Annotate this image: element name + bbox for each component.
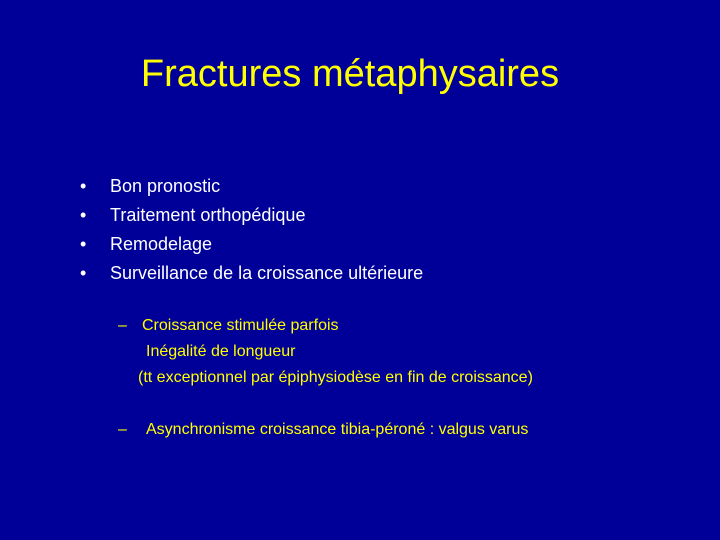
bullet-text: Bon pronostic xyxy=(110,176,221,196)
bullet-list xyxy=(80,172,423,288)
dash-icon: – xyxy=(118,317,127,334)
bullet-dot-icon: • xyxy=(80,263,87,283)
sub-item-line: (tt exceptionnel par épiphysiodèse en fin de croissance) xyxy=(138,369,533,386)
bullet-item xyxy=(80,259,423,288)
bullet-item xyxy=(80,172,423,201)
sub-item-line: Croissance stimulée parfois xyxy=(142,317,339,334)
bullet-dot-icon: • xyxy=(80,205,87,225)
bullet-text: Surveillance de la croissance ultérieure xyxy=(110,263,424,283)
bullet-dot-icon: • xyxy=(80,176,87,196)
bullet-item xyxy=(80,230,423,259)
sub-item-line: Inégalité de longueur xyxy=(146,343,296,360)
bullet-dot-icon: • xyxy=(80,234,87,254)
bullet-text: Traitement orthopédique xyxy=(110,205,306,225)
bullet-text: Remodelage xyxy=(110,234,213,254)
sub-item-line: Asynchronisme croissance tibia-péroné : valgus varus xyxy=(146,421,529,438)
dash-icon: – xyxy=(118,421,127,438)
bullet-item xyxy=(80,201,423,230)
slide-title: Fractures métaphysaires xyxy=(140,53,560,95)
